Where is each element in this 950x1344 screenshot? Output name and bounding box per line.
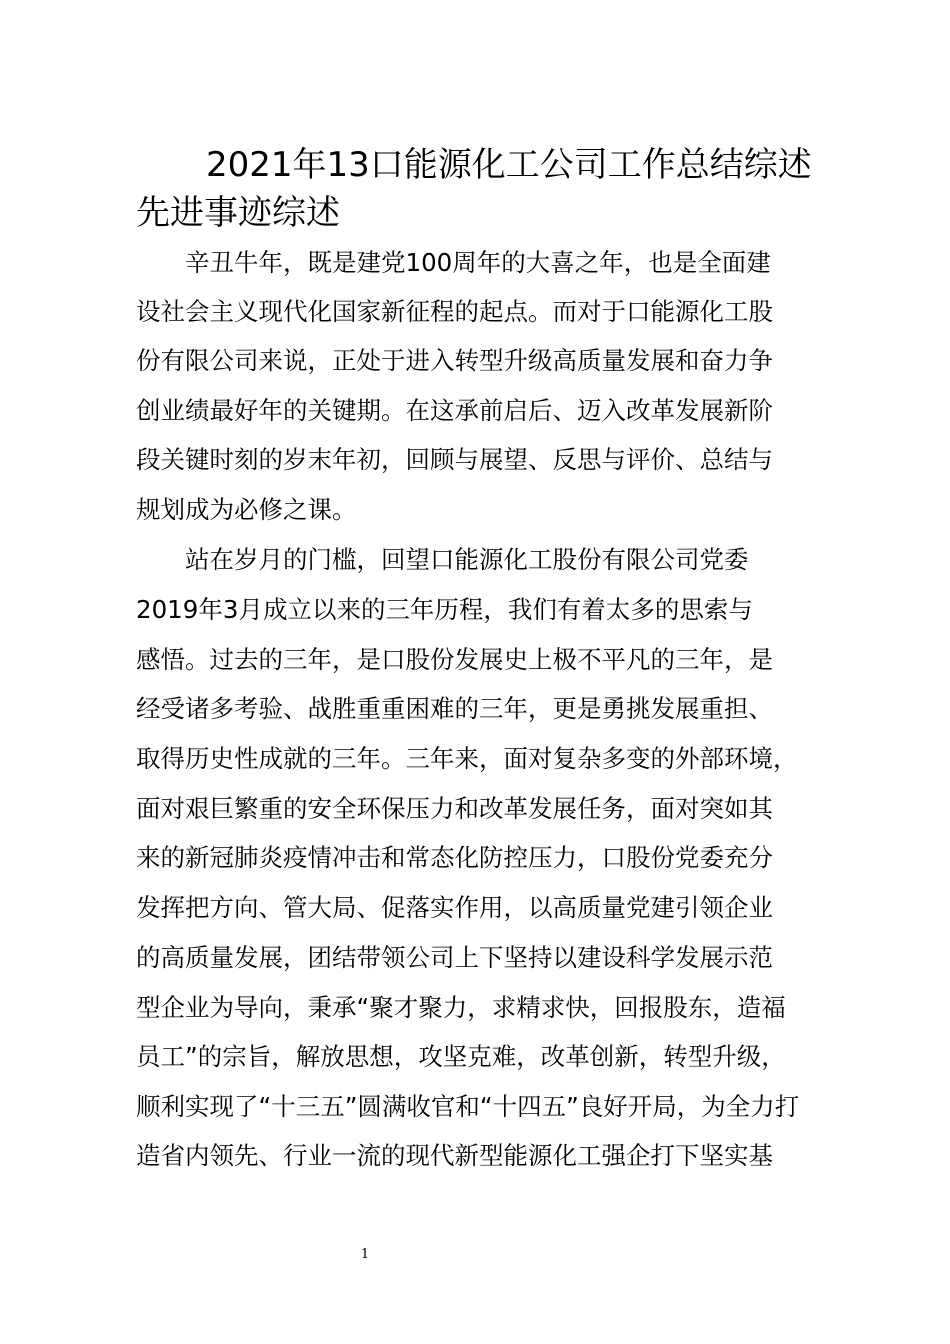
body-line: 来的新冠肺炎疫情冲击和常态化防控压力，口股份党委充分: [136, 843, 773, 872]
body-line: 发挥把方向、管大局、促落实作用，以高质量党建引领企业: [136, 893, 773, 922]
body-line: 型企业为导向，秉承“聚才聚力，求精求快，回报股东，造福: [136, 993, 786, 1022]
body-line: 取得历史性成就的三年。三年来，面对复杂多变的外部环境，: [136, 744, 798, 773]
body-line: 感悟。过去的三年，是口股份发展史上极不平凡的三年，是: [136, 645, 773, 674]
body-line: 段关键时刻的岁末年初，回顾与展望、反思与评价、总结与: [136, 445, 773, 474]
body-line: 顺利实现了“十三五”圆满收官和“十四五”良好开局，为全力打: [136, 1092, 800, 1121]
body-line: 造省内领先、行业一流的现代新型能源化工强企打下坚实基: [136, 1141, 773, 1170]
body-line: 站在岁月的门槛，回望口能源化工股份有限公司党委: [136, 545, 749, 574]
body-line: 面对艰巨繁重的安全环保压力和改革发展任务，面对突如其: [136, 794, 773, 823]
body-line: 设社会主义现代化国家新征程的起点。而对于口能源化工股: [136, 297, 773, 326]
body-line: 员工”的宗旨，解放思想，攻坚克难，改革创新，转型升级，: [136, 1042, 786, 1071]
body-line: 辛丑牛年，既是建党100周年的大喜之年，也是全面建: [136, 248, 771, 277]
document-title: 2021年13口能源化工公司工作总结综述先进事迹综述: [136, 145, 812, 233]
body-line: 的高质量发展，团结带领公司上下坚持以建设科学发展示范: [136, 943, 773, 972]
body-line: 创业绩最好年的关键期。在这承前启后、迈入改革发展新阶: [136, 396, 773, 425]
body-line: 经受诸多考验、战胜重重困难的三年，更是勇挑发展重担、: [136, 694, 773, 723]
body-line: 2019年3月成立以来的三年历程，我们有着太多的思索与: [136, 595, 753, 624]
page-number: 1: [360, 1247, 370, 1262]
body-line: 规划成为必修之课。: [136, 495, 357, 524]
body-line: 份有限公司来说，正处于进入转型升级高质量发展和奋力争: [136, 346, 773, 375]
